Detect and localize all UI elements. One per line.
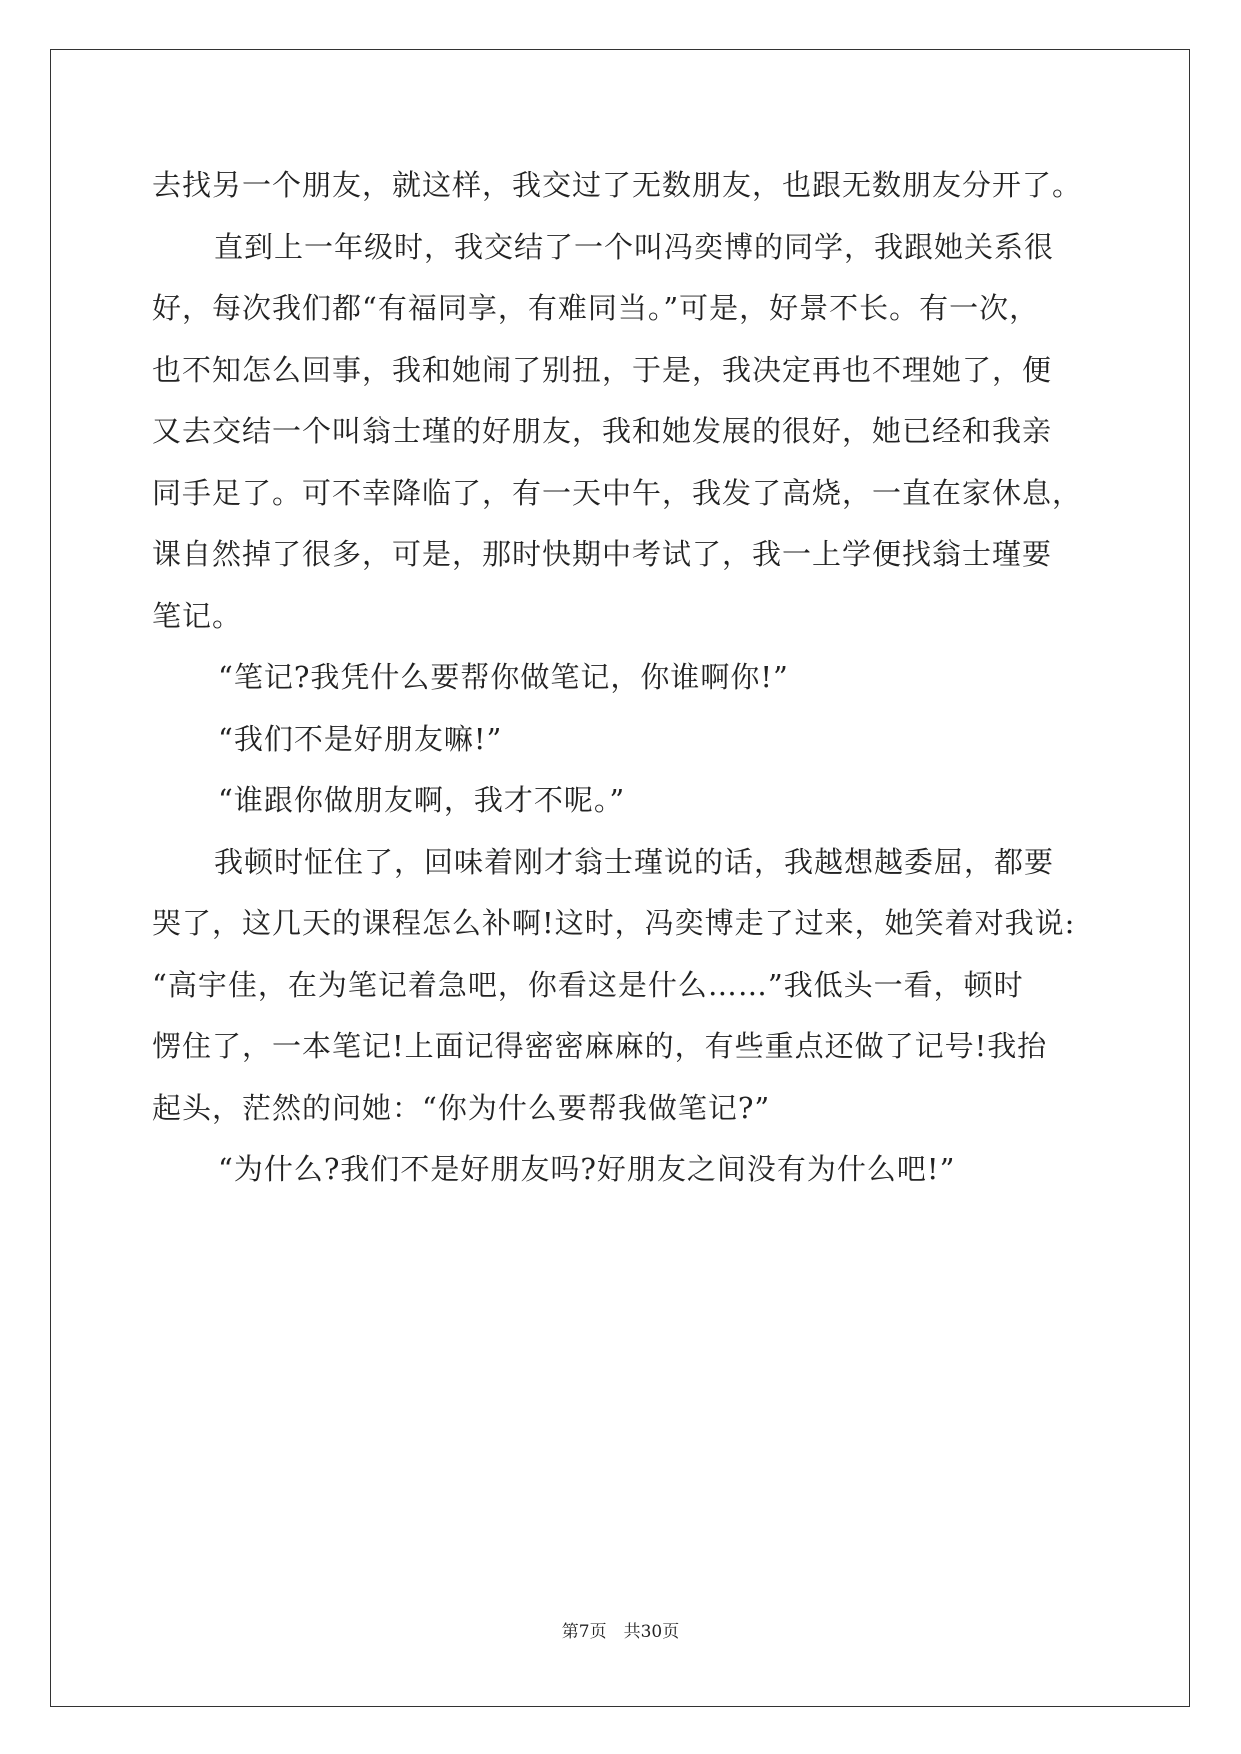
text-line: 课自然掉了很多，可是，那时快期中考试了，我一上学便找翁士瑾要 xyxy=(152,537,1053,571)
text-line: 笔记。 xyxy=(152,598,243,633)
text-line: 也不知怎么回事，我和她闹了别扭，于是，我决定再也不理她了，便 xyxy=(152,352,1053,387)
text-line: “谁跟你做朋友啊，我才不呢。” xyxy=(218,783,626,817)
page-number-footer: 第7页 共30页 xyxy=(561,1622,680,1642)
text-line: 哭了，这几天的课程怎么补啊!这时，冯奕博走了过来，她笑着对我说: xyxy=(152,906,1076,940)
text-line: 又去交结一个叫翁士瑾的好朋友，我和她发展的很好，她已经和我亲 xyxy=(152,414,1053,448)
document-body xyxy=(152,155,1097,1201)
text-line: 好，每次我们都“有福同享，有难同当。”可是，好景不长。有一次， xyxy=(152,291,1040,325)
text-line: 同手足了。可不幸降临了，有一天中午，我发了高烧，一直在家休息， xyxy=(152,475,1083,510)
text-line: “笔记?我凭什么要帮你做笔记，你谁啊你!” xyxy=(218,660,789,694)
text-line: 直到上一年级时，我交结了一个叫冯奕博的同学，我跟她关系很 xyxy=(214,229,1055,264)
text-line: “我们不是好朋友嘛!” xyxy=(218,721,503,756)
text-line: 愣住了，一本笔记!上面记得密密麻麻的，有些重点还做了记号!我抬 xyxy=(152,1029,1048,1063)
text-line: 我顿时怔住了，回味着刚才翁士瑾说的话，我越想越委屈，都要 xyxy=(214,844,1055,879)
text-line: 去找另一个朋友，就这样，我交过了无数朋友，也跟无数朋友分开了。 xyxy=(152,168,1083,202)
text-line: “高宇佳，在为笔记着急吧，你看这是什么……”我低头一看，顿时 xyxy=(152,967,1024,1002)
text-line: “为什么?我们不是好朋友吗?好朋友之间没有为什么吧!” xyxy=(218,1152,956,1186)
text-line: 起头，茫然的问她：“你为什么要帮我做笔记?” xyxy=(152,1090,771,1125)
